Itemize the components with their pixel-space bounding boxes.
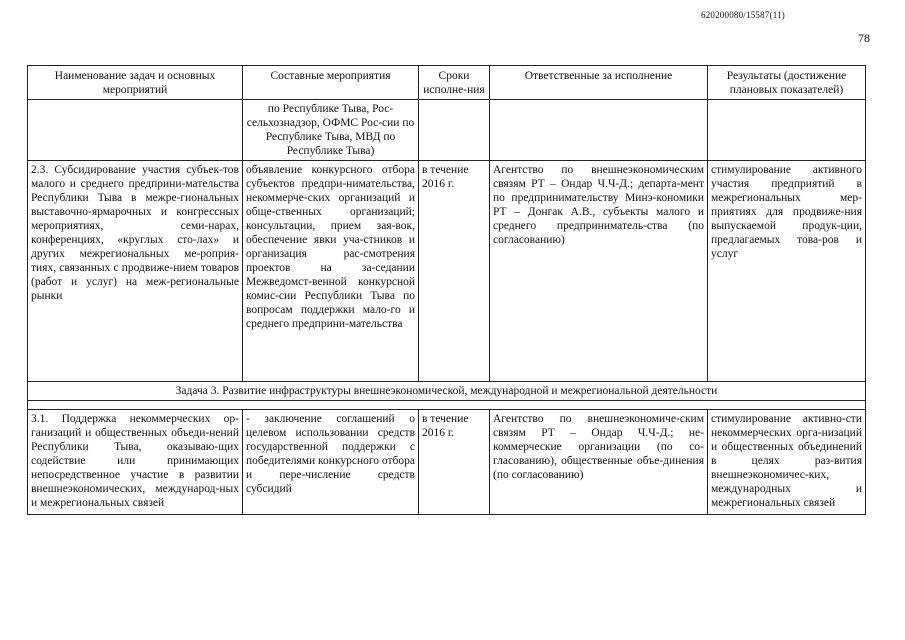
cell-task: 2.3. Субсидирование участия субъек-тов малого и среднего предприни-мательства Республики Тыва в межре-гиональных выставочно-ярмарочных и конгрессных мероприятиях, семи-нарах, конференциях, «круглых сто-лах» и других межрегиональных ме-роприя-тиях, связанных с продвиже-нием товаров (работ и услуг) на меж-региональные рынки [28,161,243,382]
cell-responsible-empty [490,100,708,161]
cell-task-empty [28,100,243,161]
table-row [28,161,866,382]
header-responsible: Ответственные за исполнение [490,66,708,100]
table-row [28,410,866,515]
header-tasks: Наименование задач и основных мероприятий [28,66,243,100]
spacer-row [28,401,866,410]
cell-measures: - заключение соглашений о целевом использовании средств государственной поддержки с победителями конкурсного отбора и пере-числение средств субсидий [243,410,419,515]
header-measures: Составные мероприятия [243,66,419,100]
plan-table [27,65,866,515]
document-id: 620200080/15587(11) [701,10,785,20]
cell-deadline: в течение 2016 г. [419,410,490,515]
cell-results: стимулирование активного участия предприятий в межрегиональных мер-приятиях для продвиже-ния выпускаемой продук-ции, предлагаемых това-ров и услуг [708,161,866,382]
cell-deadline-empty [419,100,490,161]
cell-results: стимулирование активно-сти некоммерческих орга-низаций и общественных объединений в целях раз-вития внешнеэкономичес-ких, международных и межрегиональных связей [708,410,866,515]
page-number: 78 [858,31,870,45]
cell-measures: объявление конкурсного отбора субъектов предпри-нимательства, некоммерче-ских организаций и обще-ственных организаций; консультации, прием зая-вок, обеспечение явки уча-стников и организация рас-смотрения проектов на за-седании Межведомст-венной конкурсной комис-сии Республики Тыва по вопросам поддержки мало-го и среднего предприни-мательства [243,161,419,382]
cell-measures: по Республике Тыва, Рос-сельхознадзор, ОФМС Рос-сии по Республике Тыва, МВД по Республике Тыва) [243,100,419,161]
cell-deadline: в течение 2016 г. [419,161,490,382]
header-deadline: Сроки исполне-ния [419,66,490,100]
header-results: Результаты (достижение плановых показателей) [708,66,866,100]
task-heading: Задача 3. Развитие инфраструктуры внешнеэкономической, международной и межрегиональной деятельности [28,382,866,401]
spacer-cell [28,401,866,410]
table-row [28,100,866,161]
cell-results-empty [708,100,866,161]
task-heading-row [28,382,866,401]
header-row [28,66,866,100]
cell-responsible: Агентство по внешнеэкономиче-ским связям РТ – Ондар Ч.Ч-Д.; не-коммерческие организации (по со-гласованию), общественные объе-динения (по согласованию) [490,410,708,515]
cell-responsible: Агентство по внешнеэкономическим связям РТ – Ондар Ч.Ч-Д.; департа-мент по предпринимательству Минэ-кономики РТ – Донгак А.В., субъекты малого и среднего предприниматель-ства (по согласованию) [490,161,708,382]
cell-task: 3.1. Поддержка некоммерческих ор-ганизаций и общественных объеди-нений Республики Тыва, оказываю-щих содействие или принимающих непосредственное участие в развитии внешнеэкономических, международ-ных и межрегиональных связей [28,410,243,515]
